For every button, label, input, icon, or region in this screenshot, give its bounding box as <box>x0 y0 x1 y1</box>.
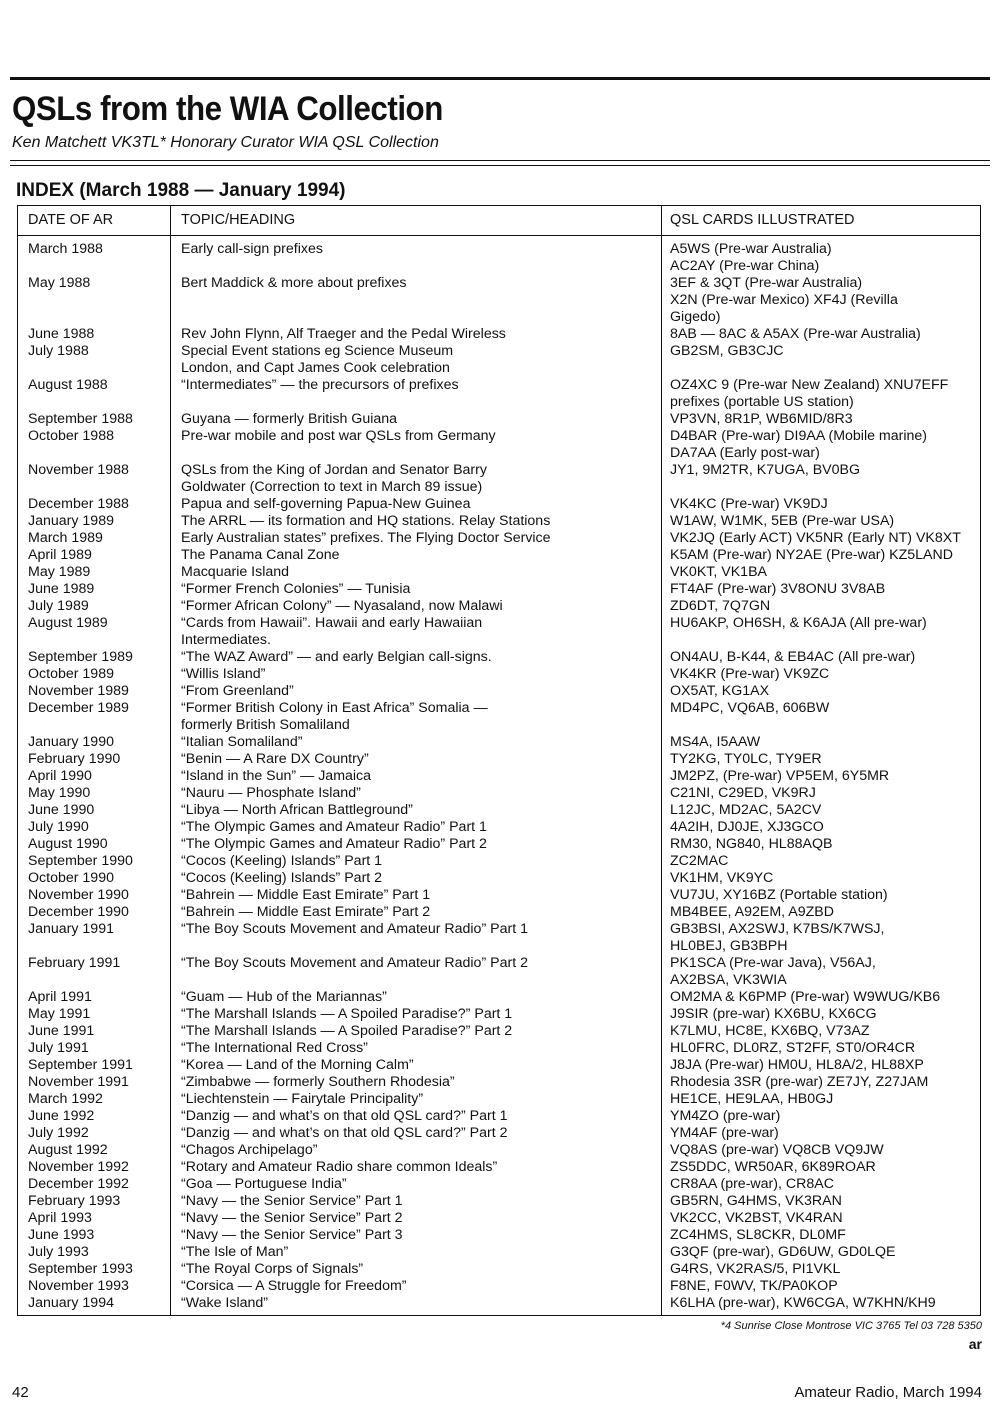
row-date: September 1990 <box>28 853 133 869</box>
index-heading: INDEX (March 1988 — January 1994) <box>16 180 346 201</box>
table-row <box>18 836 981 853</box>
row-cards: 4A2IH, DJ0JE, XJ3GCO <box>662 819 981 836</box>
row-date: June 1993 <box>28 1227 95 1243</box>
row-cards: JM2PZ, (Pre-war) VP5EM, 6Y5MR <box>662 768 981 785</box>
row-cards: HL0FRC, DL0RZ, ST2FF, ST0/OR4CR <box>662 1040 981 1057</box>
row-cards: ON4AU, B-K44, & EB4AC (All pre-war) <box>662 649 981 666</box>
row-date: January 1989 <box>28 513 114 529</box>
row-cards: K6LHA (pre-war), KW6CGA, W7KHN/KH9 <box>662 1295 981 1316</box>
table-row <box>18 649 981 666</box>
row-topic: Early Australian states” prefixes. The Flying Doctor Service <box>171 530 662 547</box>
row-cards: JY1, 9M2TR, K7UGA, BV0BG <box>662 462 981 496</box>
row-date: July 1988 <box>28 343 89 359</box>
row-topic: “The WAZ Award” — and early Belgian call-signs. <box>171 649 662 666</box>
row-cards: MB4BEE, A92EM, A9ZBD <box>662 904 981 921</box>
row-cards: ZC2MAC <box>662 853 981 870</box>
top-rule <box>10 77 990 80</box>
table-row <box>18 1074 981 1091</box>
row-cards: ZD6DT, 7Q7GN <box>662 598 981 615</box>
table-row <box>18 683 981 700</box>
row-cards: ZS5DDC, WR50AR, 6K89ROAR <box>662 1159 981 1176</box>
row-topic: “Former French Colonies” — Tunisia <box>171 581 662 598</box>
row-topic: “Corsica — A Struggle for Freedom” <box>171 1278 662 1295</box>
table-row <box>18 1108 981 1125</box>
row-date: June 1988 <box>28 326 95 342</box>
table-header-row <box>18 206 981 236</box>
row-topic: “Guam — Hub of the Mariannas” <box>171 989 662 1006</box>
row-topic: “From Greenland” <box>171 683 662 700</box>
table-row <box>18 870 981 887</box>
table-row <box>18 887 981 904</box>
row-date: August 1989 <box>28 615 108 631</box>
row-topic: “Danzig — and what’s on that old QSL card?” Part 1 <box>171 1108 662 1125</box>
table-row <box>18 1244 981 1261</box>
row-date: November 1989 <box>28 683 129 699</box>
row-topic: “Navy — the Senior Service” Part 2 <box>171 1210 662 1227</box>
row-topic: “The Olympic Games and Amateur Radio” Part 1 <box>171 819 662 836</box>
table-row <box>18 1210 981 1227</box>
row-date: June 1991 <box>28 1023 95 1039</box>
row-topic: Pre-war mobile and post war QSLs from Germany <box>171 428 662 462</box>
row-cards: CR8AA (pre-war), CR8AC <box>662 1176 981 1193</box>
table-row <box>18 802 981 819</box>
table-row <box>18 989 981 1006</box>
table-row <box>18 530 981 547</box>
table-row <box>18 1176 981 1193</box>
row-date: April 1990 <box>28 768 92 784</box>
row-date: May 1988 <box>28 275 91 291</box>
row-date: July 1989 <box>28 598 89 614</box>
row-topic: Guyana — formerly British Guiana <box>171 411 662 428</box>
row-date: July 1993 <box>28 1244 89 1260</box>
row-date: May 1991 <box>28 1006 91 1022</box>
column-header-cards: QSL CARDS ILLUSTRATED <box>662 206 981 236</box>
index-table <box>17 205 981 1316</box>
row-date: August 1988 <box>28 377 108 393</box>
table-row <box>18 411 981 428</box>
end-mark: ar <box>968 1336 982 1352</box>
row-cards: F8NE, F0WV, TK/PA0KOP <box>662 1278 981 1295</box>
row-cards: K7LMU, HC8E, KX6BQ, V73AZ <box>662 1023 981 1040</box>
row-cards: 3EF & 3QT (Pre-war Australia) X2N (Pre-war Mexico) XF4J (Revilla Gigedo) <box>662 275 981 326</box>
table-row <box>18 819 981 836</box>
row-topic: Papua and self-governing Papua-New Guinea <box>171 496 662 513</box>
row-cards: VK0KT, VK1BA <box>662 564 981 581</box>
row-date: June 1992 <box>28 1108 95 1124</box>
table-row <box>18 1159 981 1176</box>
page-number: 42 <box>12 1384 29 1401</box>
row-cards: J8JA (Pre-war) HM0U, HL8A/2, HL88XP <box>662 1057 981 1074</box>
row-date: November 1993 <box>28 1278 129 1294</box>
row-cards: OM2MA & K6PMP (Pre-war) W9WUG/KB6 <box>662 989 981 1006</box>
row-cards: W1AW, W1MK, 5EB (Pre-war USA) <box>662 513 981 530</box>
row-cards: K5AM (Pre-war) NY2AE (Pre-war) KZ5LAND <box>662 547 981 564</box>
table-row <box>18 904 981 921</box>
row-date: December 1992 <box>28 1176 129 1192</box>
row-date: October 1988 <box>28 428 114 444</box>
table-row <box>18 326 981 343</box>
row-topic: “The Isle of Man” <box>171 1244 662 1261</box>
row-date: March 1992 <box>28 1091 103 1107</box>
row-date: August 1992 <box>28 1142 108 1158</box>
row-date: November 1988 <box>28 462 129 478</box>
row-date: October 1990 <box>28 870 114 886</box>
row-cards: ZC4HMS, SL8CKR, DL0MF <box>662 1227 981 1244</box>
row-cards: VK2JQ (Early ACT) VK5NR (Early NT) VK8XT <box>662 530 981 547</box>
header-rule-thin <box>10 165 990 166</box>
row-topic: The Panama Canal Zone <box>171 547 662 564</box>
row-cards: TY2KG, TY0LC, TY9ER <box>662 751 981 768</box>
row-cards: A5WS (Pre-war Australia) AC2AY (Pre-war China) <box>662 236 981 276</box>
table-row <box>18 1142 981 1159</box>
row-cards: D4BAR (Pre-war) DI9AA (Mobile marine) DA7AA (Early post-war) <box>662 428 981 462</box>
table-row <box>18 236 981 276</box>
row-date: November 1991 <box>28 1074 129 1090</box>
table-row <box>18 564 981 581</box>
row-date: April 1989 <box>28 547 92 563</box>
row-topic: “Cards from Hawaii”. Hawaii and early Hawaiian Intermediates. <box>171 615 662 649</box>
row-date: February 1993 <box>28 1193 121 1209</box>
row-date: March 1989 <box>28 530 103 546</box>
row-date: October 1989 <box>28 666 114 682</box>
row-topic: “Bahrein — Middle East Emirate” Part 1 <box>171 887 662 904</box>
row-topic: “Goa — Portuguese India” <box>171 1176 662 1193</box>
row-topic: “The Marshall Islands — A Spoiled Paradise?” Part 1 <box>171 1006 662 1023</box>
row-date: May 1989 <box>28 564 91 580</box>
row-topic: “The Boy Scouts Movement and Amateur Radio” Part 2 <box>171 955 662 989</box>
table-row <box>18 547 981 564</box>
row-cards: J9SIR (pre-war) KX6BU, KX6CG <box>662 1006 981 1023</box>
row-date: July 1991 <box>28 1040 89 1056</box>
row-date: September 1991 <box>28 1057 133 1073</box>
row-topic: “Rotary and Amateur Radio share common Ideals” <box>171 1159 662 1176</box>
table-row <box>18 785 981 802</box>
row-date: September 1989 <box>28 649 133 665</box>
table-row <box>18 1278 981 1295</box>
row-topic: “Willis Island” <box>171 666 662 683</box>
row-topic: “Bahrein — Middle East Emirate” Part 2 <box>171 904 662 921</box>
row-date: December 1989 <box>28 700 129 716</box>
row-cards: FT4AF (Pre-war) 3V8ONU 3V8AB <box>662 581 981 598</box>
row-topic: Bert Maddick & more about prefixes <box>171 275 662 326</box>
row-topic: “Intermediates” — the precursors of prefixes <box>171 377 662 411</box>
table-row <box>18 615 981 649</box>
row-cards: RM30, NG840, HL88AQB <box>662 836 981 853</box>
table-row <box>18 1023 981 1040</box>
row-topic: “The Marshall Islands — A Spoiled Paradise?” Part 2 <box>171 1023 662 1040</box>
row-cards: PK1SCA (Pre-war Java), V56AJ, AX2BSA, VK3WIA <box>662 955 981 989</box>
column-header-topic: TOPIC/HEADING <box>171 206 662 236</box>
row-date: July 1990 <box>28 819 89 835</box>
row-topic: “Liechtenstein — Fairytale Principality” <box>171 1091 662 1108</box>
row-topic: “Korea — Land of the Morning Calm” <box>171 1057 662 1074</box>
row-topic: Rev John Flynn, Alf Traeger and the Pedal Wireless <box>171 326 662 343</box>
row-date: January 1994 <box>28 1295 114 1311</box>
row-date: May 1990 <box>28 785 91 801</box>
author-byline: Ken Matchett VK3TL* Honorary Curator WIA QSL Collection <box>12 134 439 151</box>
row-topic: “Libya — North African Battleground” <box>171 802 662 819</box>
row-date: January 1990 <box>28 734 114 750</box>
table-row <box>18 462 981 496</box>
table-row <box>18 666 981 683</box>
row-cards: VP3VN, 8R1P, WB6MID/8R3 <box>662 411 981 428</box>
row-cards: G4RS, VK2RAS/5, PI1VKL <box>662 1261 981 1278</box>
table-row <box>18 1006 981 1023</box>
row-date: January 1991 <box>28 921 114 937</box>
row-cards: YM4ZO (pre-war) <box>662 1108 981 1125</box>
row-cards: 8AB — 8AC & A5AX (Pre-war Australia) <box>662 326 981 343</box>
column-header-date: DATE OF AR <box>18 206 171 236</box>
table-row <box>18 1193 981 1210</box>
row-cards: G3QF (pre-war), GD6UW, GD0LQE <box>662 1244 981 1261</box>
row-topic: “The Boy Scouts Movement and Amateur Radio” Part 1 <box>171 921 662 955</box>
table-row <box>18 768 981 785</box>
row-topic: “Benin — A Rare DX Country” <box>171 751 662 768</box>
publication-footer: Amateur Radio, March 1994 <box>794 1384 982 1401</box>
row-cards: C21NI, C29ED, VK9RJ <box>662 785 981 802</box>
row-topic: “Zimbabwe — formerly Southern Rhodesia” <box>171 1074 662 1091</box>
row-topic: “Danzig — and what’s on that old QSL card?” Part 2 <box>171 1125 662 1142</box>
table-row <box>18 751 981 768</box>
row-cards: VK4KC (Pre-war) VK9DJ <box>662 496 981 513</box>
row-cards: VK2CC, VK2BST, VK4RAN <box>662 1210 981 1227</box>
table-row <box>18 1295 981 1316</box>
header-rule <box>10 160 990 161</box>
author-address-footnote: *4 Sunrise Close Montrose VIC 3765 Tel 03 728 5350 <box>720 1320 982 1332</box>
row-date: February 1991 <box>28 955 121 971</box>
row-date: July 1992 <box>28 1125 89 1141</box>
row-cards: GB2SM, GB3CJC <box>662 343 981 377</box>
row-cards: OX5AT, KG1AX <box>662 683 981 700</box>
row-date: April 1993 <box>28 1210 92 1226</box>
row-cards: OZ4XC 9 (Pre-war New Zealand) XNU7EFF prefixes (portable US station) <box>662 377 981 411</box>
table-row <box>18 1125 981 1142</box>
row-topic: “Island in the Sun” — Jamaica <box>171 768 662 785</box>
table-row <box>18 921 981 955</box>
row-topic: “The International Red Cross” <box>171 1040 662 1057</box>
table-row <box>18 581 981 598</box>
row-cards: HU6AKP, OH6SH, & K6AJA (All pre-war) <box>662 615 981 649</box>
row-topic: “Cocos (Keeling) Islands” Part 2 <box>171 870 662 887</box>
table-row <box>18 734 981 751</box>
table-row <box>18 343 981 377</box>
table-row <box>18 513 981 530</box>
row-date: August 1990 <box>28 836 108 852</box>
table-row <box>18 853 981 870</box>
row-date: April 1991 <box>28 989 92 1005</box>
row-date: November 1990 <box>28 887 129 903</box>
row-topic: Special Event stations eg Science Museum London, and Capt James Cook celebration <box>171 343 662 377</box>
row-topic: “Italian Somaliland” <box>171 734 662 751</box>
table-row <box>18 1040 981 1057</box>
table-row <box>18 1091 981 1108</box>
table-row <box>18 1227 981 1244</box>
row-date: September 1993 <box>28 1261 133 1277</box>
row-topic: “Chagos Archipelago” <box>171 1142 662 1159</box>
row-cards: VQ8AS (pre-war) VQ8CB VQ9JW <box>662 1142 981 1159</box>
article-title: QSLs from the WIA Collection <box>12 90 443 128</box>
index-table-body <box>18 236 981 1316</box>
row-topic: “Navy — the Senior Service” Part 3 <box>171 1227 662 1244</box>
row-cards: VU7JU, XY16BZ (Portable station) <box>662 887 981 904</box>
table-row <box>18 496 981 513</box>
row-cards: GB3BSI, AX2SWJ, K7BS/K7WSJ, HL0BEJ, GB3BPH <box>662 921 981 955</box>
table-row <box>18 598 981 615</box>
row-topic: “Former British Colony in East Africa” Somalia — formerly British Somaliland <box>171 700 662 734</box>
row-date: December 1988 <box>28 496 129 512</box>
table-row <box>18 377 981 411</box>
row-topic: “The Royal Corps of Signals” <box>171 1261 662 1278</box>
row-topic: “Navy — the Senior Service” Part 1 <box>171 1193 662 1210</box>
row-topic: “Former African Colony” — Nyasaland, now Malawi <box>171 598 662 615</box>
table-row <box>18 428 981 462</box>
row-topic: “The Olympic Games and Amateur Radio” Part 2 <box>171 836 662 853</box>
row-cards: MS4A, I5AAW <box>662 734 981 751</box>
row-cards: YM4AF (pre-war) <box>662 1125 981 1142</box>
row-date: February 1990 <box>28 751 121 767</box>
row-topic: “Wake Island” <box>171 1295 662 1316</box>
row-cards: L12JC, MD2AC, 5A2CV <box>662 802 981 819</box>
row-date: June 1989 <box>28 581 95 597</box>
row-date: June 1990 <box>28 802 95 818</box>
table-row <box>18 700 981 734</box>
row-topic: Early call-sign prefixes <box>171 236 662 276</box>
row-date: December 1990 <box>28 904 129 920</box>
row-topic: “Cocos (Keeling) Islands” Part 1 <box>171 853 662 870</box>
row-cards: GB5RN, G4HMS, VK3RAN <box>662 1193 981 1210</box>
table-row <box>18 275 981 326</box>
row-topic: Macquarie Island <box>171 564 662 581</box>
row-topic: The ARRL — its formation and HQ stations. Relay Stations <box>171 513 662 530</box>
row-cards: MD4PC, VQ6AB, 606BW <box>662 700 981 734</box>
table-row <box>18 955 981 989</box>
row-cards: VK4KR (Pre-war) VK9ZC <box>662 666 981 683</box>
row-cards: Rhodesia 3SR (pre-war) ZE7JY, Z27JAM <box>662 1074 981 1091</box>
table-row <box>18 1057 981 1074</box>
row-date: November 1992 <box>28 1159 129 1175</box>
row-cards: VK1HM, VK9YC <box>662 870 981 887</box>
table-row <box>18 1261 981 1278</box>
row-topic: QSLs from the King of Jordan and Senator Barry Goldwater (Correction to text in March 89 issue) <box>171 462 662 496</box>
row-topic: “Nauru — Phosphate Island” <box>171 785 662 802</box>
row-date: September 1988 <box>28 411 133 427</box>
row-cards: HE1CE, HE9LAA, HB0GJ <box>662 1091 981 1108</box>
row-date: March 1988 <box>28 241 103 257</box>
